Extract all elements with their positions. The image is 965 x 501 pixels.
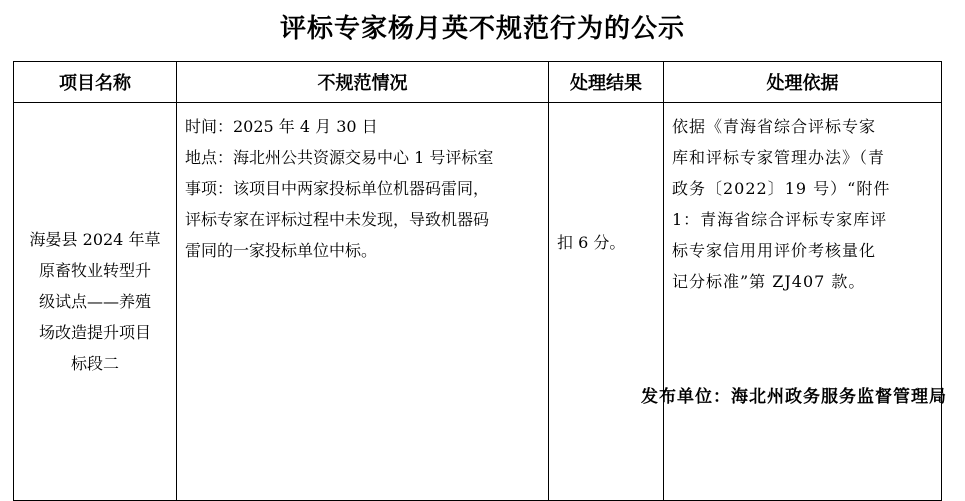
issue-matter-line: 评标专家在评标过程中未发现，导致机器码 <box>185 210 490 229</box>
project-name-line: 场改造提升项目 <box>38 323 151 342</box>
table-header-row <box>14 62 942 103</box>
page-title: 评标专家杨月英不规范行为的公示 <box>279 14 685 44</box>
basis-line: 库和评标专家管理办法》（青 <box>672 148 886 167</box>
basis-line: 记分标准”第 ZJ407 款。 <box>672 272 866 291</box>
result-cell <box>549 103 664 501</box>
project-name-line: 原畜牧业转型升 <box>38 261 151 280</box>
project-name-cell <box>14 103 177 501</box>
header-irregularity: 不规范情况 <box>177 62 549 103</box>
basis-line: 标专家信用用评价考核量化 <box>672 241 877 260</box>
basis-line: 1：青海省综合评标专家库评 <box>672 210 888 229</box>
issue-location: 地点：海北州公共资源交易中心 1 号评标室 <box>185 148 494 167</box>
irregularity-cell <box>177 103 549 501</box>
publisher: 发布单位：海北州政务服务监督管理局 <box>641 387 947 407</box>
table-row <box>14 103 942 501</box>
notice-table <box>13 61 942 501</box>
project-name-line: 海晏县 2024 年草 <box>29 230 161 249</box>
issue-matter-line: 事项：该项目中两家投标单位机器码雷同， <box>185 179 490 198</box>
basis-line: 依据《青海省综合评标专家 <box>672 117 877 136</box>
basis-line: 政务〔2022〕19 号）“附件 <box>672 179 891 198</box>
issue-matter-line: 雷同的一家投标单位中标。 <box>185 241 378 260</box>
issue-time: 时间：2025 年 4 月 30 日 <box>185 117 378 136</box>
header-basis: 处理依据 <box>664 62 942 103</box>
header-project-name: 项目名称 <box>14 62 177 103</box>
basis-cell <box>664 103 942 501</box>
result-text: 扣 6 分。 <box>557 233 626 252</box>
project-name-line: 级试点——养殖 <box>38 292 151 311</box>
header-result: 处理结果 <box>549 62 664 103</box>
project-name-line: 标段二 <box>70 354 119 373</box>
